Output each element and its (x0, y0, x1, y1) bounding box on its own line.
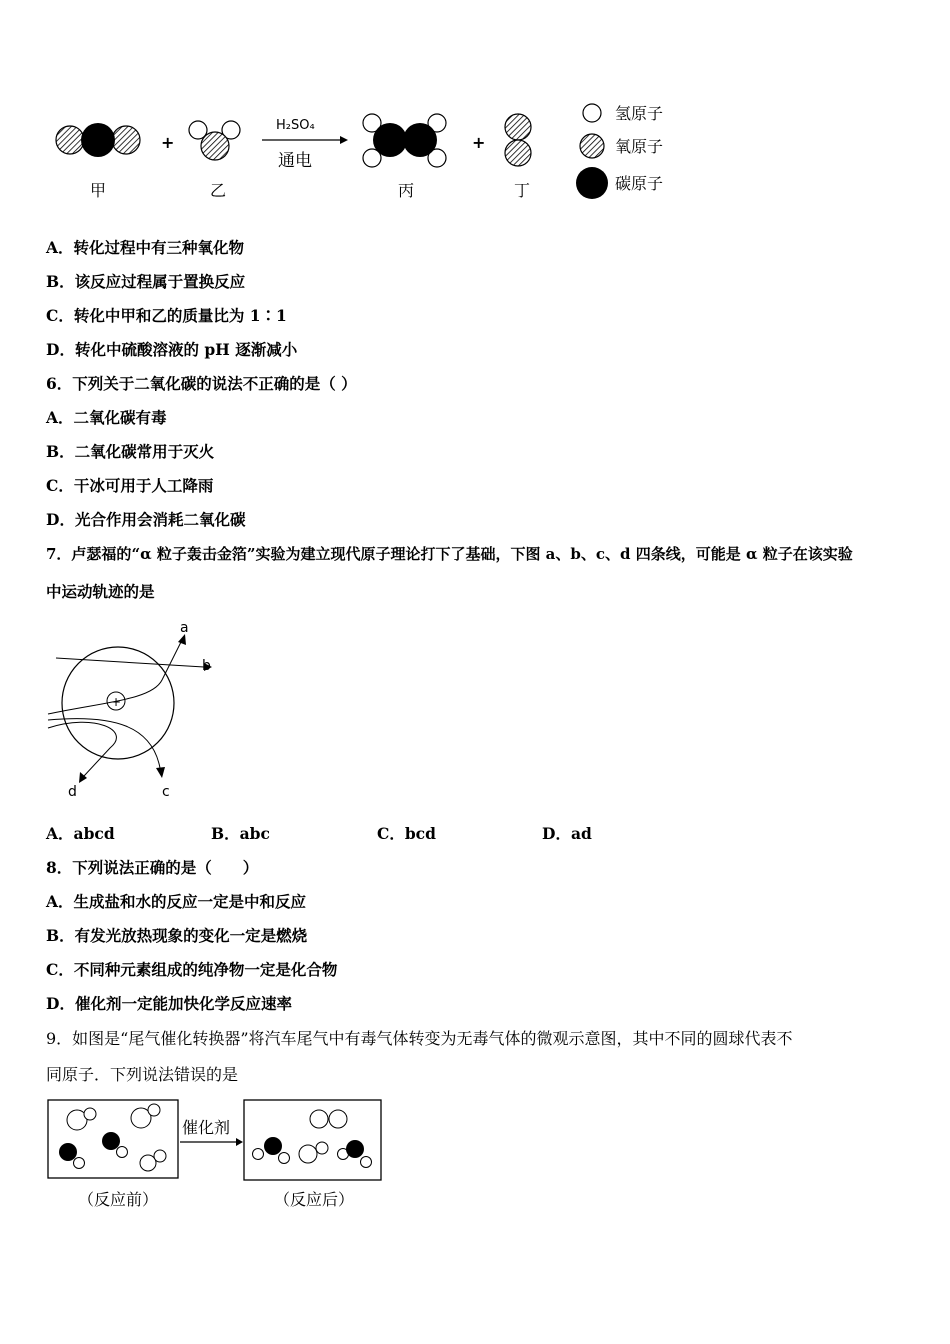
q8-option-d: D．催化剂一定能加快化学反应速率 (46, 994, 292, 1013)
q9-stem-line1: 9．如图是“尾气催化转换器”将汽车尾气中有毒气体转变为无毒气体的微观示意图，其中不同的圆球代表不 (46, 1029, 793, 1048)
track-label-c: c (162, 784, 170, 800)
q9-stem-line2: 同原子．下列说法错误的是 (46, 1065, 239, 1084)
q6-option-d: D．光合作用会消耗二氧化碳 (46, 510, 246, 529)
before-caption: （反应前） (78, 1190, 159, 1209)
oxygen-legend-icon (580, 134, 604, 158)
q5-option-c: C．转化中甲和乙的质量比为 1∶1 (46, 306, 287, 325)
q8-option-c: C．不同种元素组成的纯净物一定是化合物 (46, 960, 338, 979)
q7-option-b: B．abc (211, 824, 270, 843)
q8-option-a: A．生成盐和水的反应一定是中和反应 (46, 892, 307, 911)
catalytic-converter-diagram (44, 1096, 389, 1216)
q8-stem: 8．下列说法正确的是（ ） (46, 858, 259, 877)
rutherford-diagram (44, 618, 224, 803)
after-caption: （反应后） (274, 1190, 355, 1209)
plus-2: + (472, 133, 486, 152)
label-jia: 甲 (90, 181, 107, 200)
legend-hydrogen: 氢原子 (615, 104, 664, 123)
legend-carbon: 碳原子 (615, 174, 664, 193)
reaction-diagram (40, 95, 700, 210)
catalyst-h2so4: H₂SO₄ (276, 118, 315, 133)
label-ding: 丁 (514, 181, 531, 200)
q6-option-b: B．二氧化碳常用于灭火 (46, 442, 215, 461)
q7-option-c: C．bcd (377, 824, 436, 843)
after-box (244, 1100, 381, 1180)
catalyst-electrolysis: 通电 (278, 151, 312, 171)
track-label-d: d (68, 784, 77, 800)
label-bing: 丙 (398, 181, 415, 200)
label-yi: 乙 (210, 181, 227, 200)
q7-stem-line1: 7．卢瑟福的“α 粒子轰击金箔”实验为建立现代原子理论打下了基础，下图 a、b、c、d 四条线，可能是 α 粒子在该实验 (46, 545, 853, 563)
q8-option-b: B．有发光放热现象的变化一定是燃烧 (46, 926, 308, 945)
carbon-legend-icon (576, 167, 608, 199)
q7-option-a: A．abcd (46, 824, 115, 843)
nucleus-plus: + (111, 695, 122, 709)
q5-option-d: D．转化中硫酸溶液的 pH 逐渐减小 (46, 340, 298, 359)
legend-oxygen: 氧原子 (615, 137, 664, 156)
q5-option-a: A．转化过程中有三种氧化物 (46, 238, 245, 257)
track-label-b: b (202, 658, 211, 674)
q6-option-a: A．二氧化碳有毒 (46, 408, 167, 427)
hydrogen-legend-icon (583, 104, 601, 122)
track-label-a: a (180, 620, 189, 636)
plus-1: + (161, 133, 175, 152)
molecule-bing (363, 114, 446, 167)
q6-option-c: C．干冰可用于人工降雨 (46, 476, 214, 495)
q5-option-b: B．该反应过程属于置换反应 (46, 272, 246, 291)
molecule-jia (56, 123, 140, 157)
reaction-arrow (262, 118, 348, 171)
q6-stem: 6．下列关于二氧化碳的说法不正确的是（ ） (46, 374, 357, 393)
molecule-ding (505, 114, 531, 166)
q7-stem-line2: 中运动轨迹的是 (46, 582, 155, 601)
legend (576, 104, 663, 199)
molecule-yi (189, 121, 240, 160)
q7-option-d: D．ad (542, 824, 592, 843)
catalyst-label: 催化剂 (182, 1118, 231, 1137)
